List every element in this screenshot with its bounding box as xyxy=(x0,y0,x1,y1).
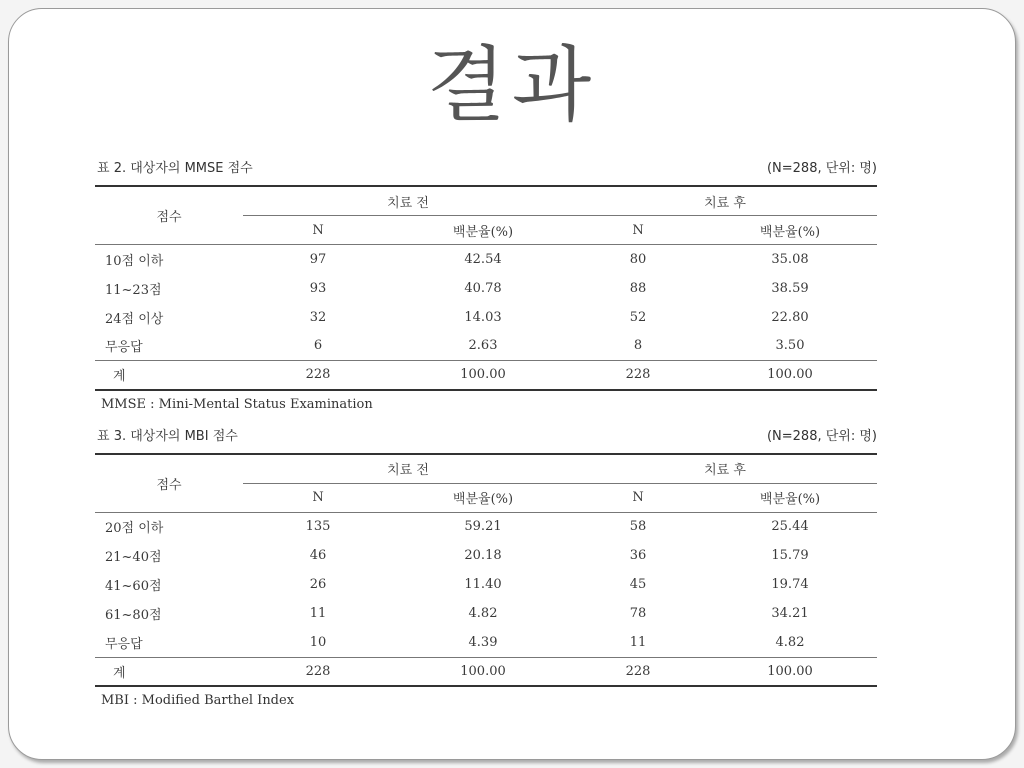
table-row xyxy=(95,303,877,332)
cell-n-before: 32 xyxy=(309,309,327,325)
table2-caption-row xyxy=(93,157,883,185)
cell-pct-before: 4.39 xyxy=(468,634,498,650)
table2-caption: 표 2. 대상자의 MMSE 점수 xyxy=(97,161,253,176)
cell-n-after: 8 xyxy=(633,338,643,354)
cell-pct-before: 11.40 xyxy=(464,577,502,592)
total-label: 계 xyxy=(95,361,243,390)
row-label: 11~23점 xyxy=(105,282,162,298)
cell-pct-before: 20.18 xyxy=(464,548,502,563)
table-row xyxy=(95,245,877,274)
cell-n-before: 11 xyxy=(309,606,327,621)
cell-n-before: 135 xyxy=(305,519,331,535)
cell-n-before: 6 xyxy=(313,338,323,354)
slide xyxy=(8,8,1016,760)
row-label: 61~80점 xyxy=(105,608,162,623)
table-row xyxy=(95,332,877,361)
total-n-before: 228 xyxy=(243,657,393,686)
table3-score-header: 점수 xyxy=(95,454,243,513)
table-total-row xyxy=(95,657,877,686)
cell-n-before: 46 xyxy=(309,548,327,563)
cell-n-after: 88 xyxy=(629,280,647,296)
total-label: 계 xyxy=(95,657,243,686)
cell-pct-after: 22.80 xyxy=(771,309,809,325)
table3-caption: 표 3. 대상자의 MBI 점수 xyxy=(97,428,238,444)
table2-before-header: 치료 전 xyxy=(243,186,573,216)
table3-footnote: MBI : Modified Barthel Index xyxy=(101,693,295,708)
row-label: 21~40점 xyxy=(105,550,162,565)
cell-pct-after: 15.79 xyxy=(771,548,809,563)
total-n-before: 228 xyxy=(243,361,393,390)
table2-n-header-after: N xyxy=(573,216,703,245)
total-pct-before: 100.00 xyxy=(393,361,573,390)
table3-pct-header-before: 백분율(%) xyxy=(393,483,573,512)
cell-pct-before: 40.78 xyxy=(464,280,502,296)
cell-pct-before: 59.21 xyxy=(464,519,502,535)
cell-pct-before: 14.03 xyxy=(464,309,502,325)
table-row xyxy=(95,599,877,628)
table2-footnote: MMSE : Mini-Mental Status Examination xyxy=(101,396,373,412)
total-n-after: 228 xyxy=(573,361,703,390)
cell-n-after: 36 xyxy=(629,548,647,563)
cell-n-after: 11 xyxy=(629,634,647,650)
table2-info: (N=288, 단위: 명) xyxy=(766,161,877,176)
table3-n-header-after: N xyxy=(573,483,703,512)
total-pct-after: 100.00 xyxy=(703,361,877,390)
mbi-table xyxy=(95,453,877,688)
total-pct-after: 100.00 xyxy=(703,657,877,686)
table-row xyxy=(95,512,877,541)
row-label: 무응답 xyxy=(105,636,143,652)
cell-n-before: 10 xyxy=(309,634,327,650)
table2-pct-header-after: 백분율(%) xyxy=(703,216,877,245)
row-label: 41~60점 xyxy=(105,579,162,594)
cell-n-after: 80 xyxy=(629,251,647,267)
cell-n-after: 78 xyxy=(629,606,647,621)
row-label: 무응답 xyxy=(105,340,143,356)
table2-after-header: 치료 후 xyxy=(573,186,877,216)
cell-pct-before: 2.63 xyxy=(468,338,498,354)
table-row xyxy=(95,570,877,599)
scanned-document xyxy=(93,157,883,715)
mmse-table xyxy=(95,185,877,391)
row-label: 10점 이하 xyxy=(105,253,164,269)
table3-caption-row xyxy=(93,425,883,453)
cell-pct-before: 4.82 xyxy=(468,606,498,621)
slide-title: 결과 xyxy=(426,38,598,133)
row-label: 20점 이하 xyxy=(105,521,164,537)
table2-n-header-before: N xyxy=(243,216,393,245)
table3-n-header-before: N xyxy=(243,483,393,512)
table3-info: (N=288, 단위: 명) xyxy=(766,428,877,444)
cell-pct-after: 34.21 xyxy=(771,606,809,621)
table-row xyxy=(95,541,877,570)
cell-n-after: 52 xyxy=(629,309,647,325)
table-total-row xyxy=(95,361,877,390)
total-n-after: 228 xyxy=(573,657,703,686)
cell-pct-after: 19.74 xyxy=(771,577,809,592)
table2-score-header: 점수 xyxy=(95,186,243,245)
table2-pct-header-before: 백분율(%) xyxy=(393,216,573,245)
cell-pct-after: 25.44 xyxy=(771,519,809,535)
row-label: 24점 이상 xyxy=(105,311,164,327)
table-row xyxy=(95,628,877,657)
table3-pct-header-after: 백분율(%) xyxy=(703,483,877,512)
cell-pct-before: 42.54 xyxy=(464,251,502,267)
cell-pct-after: 3.50 xyxy=(775,338,805,354)
table-row xyxy=(95,274,877,303)
cell-n-after: 45 xyxy=(629,577,647,592)
cell-n-after: 58 xyxy=(629,519,647,535)
cell-pct-after: 35.08 xyxy=(771,251,809,267)
table3-before-header: 치료 전 xyxy=(243,454,573,484)
cell-pct-after: 4.82 xyxy=(775,634,805,650)
cell-pct-after: 38.59 xyxy=(771,280,809,296)
cell-n-before: 97 xyxy=(309,251,327,267)
total-pct-before: 100.00 xyxy=(393,657,573,686)
table3-after-header: 치료 후 xyxy=(573,454,877,484)
cell-n-before: 93 xyxy=(309,280,327,296)
cell-n-before: 26 xyxy=(309,577,327,592)
